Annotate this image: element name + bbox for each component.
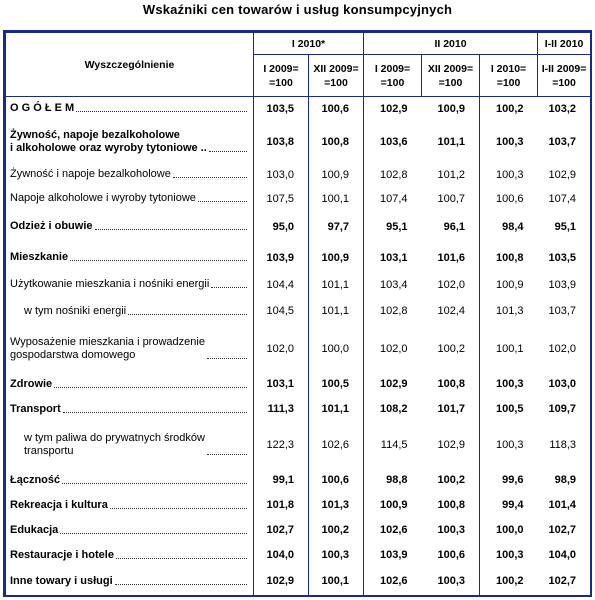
- header-row-groups: [6, 33, 591, 55]
- row-label: Żywność i napoje bezalkoholowe: [10, 168, 171, 180]
- value-cell: 122,3: [254, 422, 309, 468]
- value-cell: 111,3: [254, 397, 309, 422]
- table-row: [6, 187, 591, 211]
- value-cell: 100,2: [309, 518, 364, 543]
- subheader-text: XII 2009= =100: [427, 62, 474, 89]
- value-cell: 107,4: [538, 187, 591, 211]
- table-row: [6, 372, 591, 397]
- value-cell: 103,1: [254, 372, 309, 397]
- value-cell: 100,2: [422, 468, 480, 493]
- value-cell: 99,1: [254, 468, 309, 493]
- table-row: [6, 422, 591, 468]
- value-cell: 104,4: [254, 273, 309, 297]
- row-label: Inne towary i usługi: [10, 574, 113, 587]
- value-cell: 95,1: [364, 211, 422, 243]
- row-label-cell: [6, 243, 254, 273]
- value-cell: 98,9: [538, 468, 591, 493]
- value-cell: 103,8: [254, 121, 309, 163]
- value-cell: 100,3: [422, 518, 480, 543]
- subheader-cell: [254, 55, 309, 97]
- leader-dots: [63, 412, 247, 413]
- value-cell: 104,5: [254, 297, 309, 326]
- row-label-cell: [6, 211, 254, 243]
- row-label-cell: [6, 397, 254, 422]
- value-cell: 103,4: [364, 273, 422, 297]
- value-cell: 100,2: [480, 97, 538, 121]
- row-label-cell: [6, 372, 254, 397]
- value-cell: 100,5: [480, 397, 538, 422]
- value-cell: 100,3: [422, 568, 480, 595]
- value-cell: 96,1: [422, 211, 480, 243]
- row-label: Odzież i obuwie: [10, 220, 93, 232]
- subheader-cell: [480, 55, 538, 97]
- subheader-cell: [538, 55, 591, 97]
- value-cell: 100,7: [422, 187, 480, 211]
- header-group-i-ii-2010: I-II 2010: [538, 33, 591, 55]
- value-cell: 102,6: [364, 568, 422, 595]
- row-label: Wyposażenie mieszkania i prowadzenie gospodarstwa domowego: [10, 335, 205, 361]
- value-cell: 100,3: [309, 543, 364, 568]
- value-cell: 101,2: [422, 163, 480, 187]
- value-cell: 103,6: [364, 121, 422, 163]
- row-label-cell: [6, 493, 254, 518]
- value-cell: 107,4: [364, 187, 422, 211]
- value-cell: 100,9: [309, 243, 364, 273]
- value-cell: 101,4: [538, 493, 591, 518]
- value-cell: 100,8: [309, 121, 364, 163]
- row-label: Napoje alkoholowe i wyroby tytoniowe: [10, 192, 196, 204]
- value-cell: 100,9: [480, 273, 538, 297]
- row-label: Użytkowanie mieszkania i nośniki energii: [10, 278, 210, 290]
- value-cell: 100,1: [309, 568, 364, 595]
- table-row: [6, 326, 591, 372]
- value-cell: 102,0: [254, 326, 309, 372]
- row-label-cell: [6, 121, 254, 163]
- value-cell: 102,0: [538, 326, 591, 372]
- value-cell: 104,0: [538, 543, 591, 568]
- value-cell: 118,3: [538, 422, 591, 468]
- row-label: Transport: [10, 402, 61, 415]
- row-label-cell: [6, 273, 254, 297]
- value-cell: 102,0: [422, 273, 480, 297]
- table-row: [6, 211, 591, 243]
- leader-dots: [211, 287, 247, 288]
- row-label: Restauracje i hotele: [10, 548, 114, 561]
- value-cell: 101,1: [309, 273, 364, 297]
- subheader-text: I-II 2009= =100: [541, 62, 587, 89]
- value-cell: 102,7: [538, 568, 591, 595]
- value-cell: 109,7: [538, 397, 591, 422]
- value-cell: 103,0: [538, 372, 591, 397]
- value-cell: 99,4: [480, 493, 538, 518]
- value-cell: 98,8: [364, 468, 422, 493]
- table-row: [6, 493, 591, 518]
- leader-dots: [115, 584, 247, 585]
- value-cell: 104,0: [254, 543, 309, 568]
- value-cell: 101,6: [422, 243, 480, 273]
- value-cell: 98,4: [480, 211, 538, 243]
- value-cell: 103,1: [364, 243, 422, 273]
- value-cell: 102,8: [364, 297, 422, 326]
- row-label: Żywność, napoje bezalkoholowe i alkoholowe oraz wyroby tytoniowe ..: [10, 128, 207, 154]
- value-cell: 100,3: [480, 121, 538, 163]
- row-label: Łączność: [10, 473, 61, 486]
- value-cell: 102,0: [364, 326, 422, 372]
- leader-dots: [209, 151, 247, 152]
- value-cell: 103,9: [254, 243, 309, 273]
- subheader-text: I 2009= =100: [263, 62, 299, 89]
- table-row: [6, 97, 591, 121]
- value-cell: 114,5: [364, 422, 422, 468]
- value-cell: 102,9: [364, 372, 422, 397]
- value-cell: 101,1: [422, 121, 480, 163]
- leader-dots: [110, 508, 247, 509]
- value-cell: 100,9: [309, 163, 364, 187]
- value-cell: 100,6: [309, 468, 364, 493]
- value-cell: 102,4: [422, 297, 480, 326]
- value-cell: 100,3: [480, 163, 538, 187]
- leader-dots: [116, 558, 247, 559]
- row-label-cell: [6, 568, 254, 595]
- row-label-cell: [6, 326, 254, 372]
- row-label: w tym nośniki energii: [24, 304, 127, 317]
- value-cell: 100,2: [480, 568, 538, 595]
- row-label: Zdrowie: [10, 377, 53, 390]
- row-label: O G Ó Ł E M: [10, 102, 75, 115]
- value-cell: 100,0: [309, 326, 364, 372]
- row-label: Mieszkanie: [10, 251, 69, 263]
- value-cell: 95,0: [254, 211, 309, 243]
- table-row: [6, 397, 591, 422]
- table-row: [6, 243, 591, 273]
- value-cell: 100,1: [480, 326, 538, 372]
- header-group-ii-2010: II 2010: [364, 33, 538, 55]
- leader-dots: [70, 260, 247, 261]
- header-group-i-2010: I 2010*: [254, 33, 364, 55]
- value-cell: 100,0: [480, 518, 538, 543]
- value-cell: 108,2: [364, 397, 422, 422]
- value-cell: 101,7: [422, 397, 480, 422]
- row-label-cell: [6, 468, 254, 493]
- subheader-text: I 2009= =100: [374, 62, 411, 89]
- subheader-cell: [422, 55, 480, 97]
- table-row: [6, 568, 591, 595]
- row-label-cell: [6, 543, 254, 568]
- value-cell: 101,1: [309, 397, 364, 422]
- value-cell: 103,7: [538, 297, 591, 326]
- row-label-cell: [6, 518, 254, 543]
- value-cell: 103,2: [538, 97, 591, 121]
- value-cell: 100,9: [364, 493, 422, 518]
- leader-dots: [76, 111, 247, 112]
- subheader-cell: [364, 55, 422, 97]
- table-row: [6, 163, 591, 187]
- table-row: [6, 518, 591, 543]
- value-cell: 103,9: [364, 543, 422, 568]
- value-cell: 102,9: [422, 422, 480, 468]
- value-cell: 100,6: [309, 97, 364, 121]
- subheader-text: I 2010= =100: [490, 62, 527, 89]
- value-cell: 101,3: [309, 493, 364, 518]
- value-cell: 100,3: [480, 543, 538, 568]
- value-cell: 103,0: [254, 163, 309, 187]
- row-label-cell: [6, 422, 254, 468]
- value-cell: 103,5: [254, 97, 309, 121]
- row-label-cell: [6, 297, 254, 326]
- leader-dots: [207, 358, 247, 359]
- value-cell: 101,1: [309, 297, 364, 326]
- value-cell: 100,6: [422, 543, 480, 568]
- value-cell: 100,8: [422, 372, 480, 397]
- value-cell: 101,8: [254, 493, 309, 518]
- value-cell: 102,7: [538, 518, 591, 543]
- leader-dots: [128, 314, 247, 315]
- header-label-cell: Wyszczególnienie: [6, 33, 254, 97]
- value-cell: 102,8: [364, 163, 422, 187]
- leader-dots: [62, 483, 247, 484]
- table-body: [6, 97, 591, 595]
- value-cell: 101,3: [480, 297, 538, 326]
- value-cell: 100,3: [480, 372, 538, 397]
- row-label-cell: [6, 97, 254, 121]
- leader-dots: [54, 387, 247, 388]
- value-cell: 102,9: [364, 97, 422, 121]
- leader-dots: [173, 177, 247, 178]
- table-row: [6, 543, 591, 568]
- value-cell: 100,1: [309, 187, 364, 211]
- data-table: [5, 32, 591, 595]
- table-title: Wskaźniki cen towarów i usług konsumpcyjnych: [142, 2, 453, 17]
- value-cell: 103,5: [538, 243, 591, 273]
- value-cell: 102,6: [364, 518, 422, 543]
- value-cell: 107,5: [254, 187, 309, 211]
- value-cell: 102,9: [538, 163, 591, 187]
- value-cell: 95,1: [538, 211, 591, 243]
- value-cell: 102,7: [254, 518, 309, 543]
- subheader-text: XII 2009= =100: [313, 62, 359, 89]
- row-label-cell: [6, 187, 254, 211]
- row-label: Edukacja: [10, 523, 59, 536]
- leader-dots: [95, 229, 247, 230]
- row-label-cell: [6, 163, 254, 187]
- row-label: Rekreacja i kultura: [10, 498, 108, 511]
- value-cell: 103,9: [538, 273, 591, 297]
- value-cell: 100,5: [309, 372, 364, 397]
- table-row: [6, 121, 591, 163]
- table-row: [6, 273, 591, 297]
- value-cell: 100,9: [422, 97, 480, 121]
- value-cell: 100,6: [480, 187, 538, 211]
- table-row: [6, 468, 591, 493]
- leader-dots: [198, 201, 247, 202]
- row-label: w tym paliwa do prywatnych środków transportu: [24, 431, 205, 457]
- table-row: [6, 297, 591, 326]
- value-cell: 100,8: [422, 493, 480, 518]
- leader-dots: [207, 454, 247, 455]
- value-cell: 97,7: [309, 211, 364, 243]
- value-cell: 99,6: [480, 468, 538, 493]
- leader-dots: [60, 533, 247, 534]
- price-index-table: [3, 30, 592, 597]
- value-cell: 103,7: [538, 121, 591, 163]
- value-cell: 102,6: [309, 422, 364, 468]
- value-cell: 102,9: [254, 568, 309, 595]
- value-cell: 100,3: [480, 422, 538, 468]
- subheader-cell: [309, 55, 364, 97]
- value-cell: 100,2: [422, 326, 480, 372]
- value-cell: 100,8: [480, 243, 538, 273]
